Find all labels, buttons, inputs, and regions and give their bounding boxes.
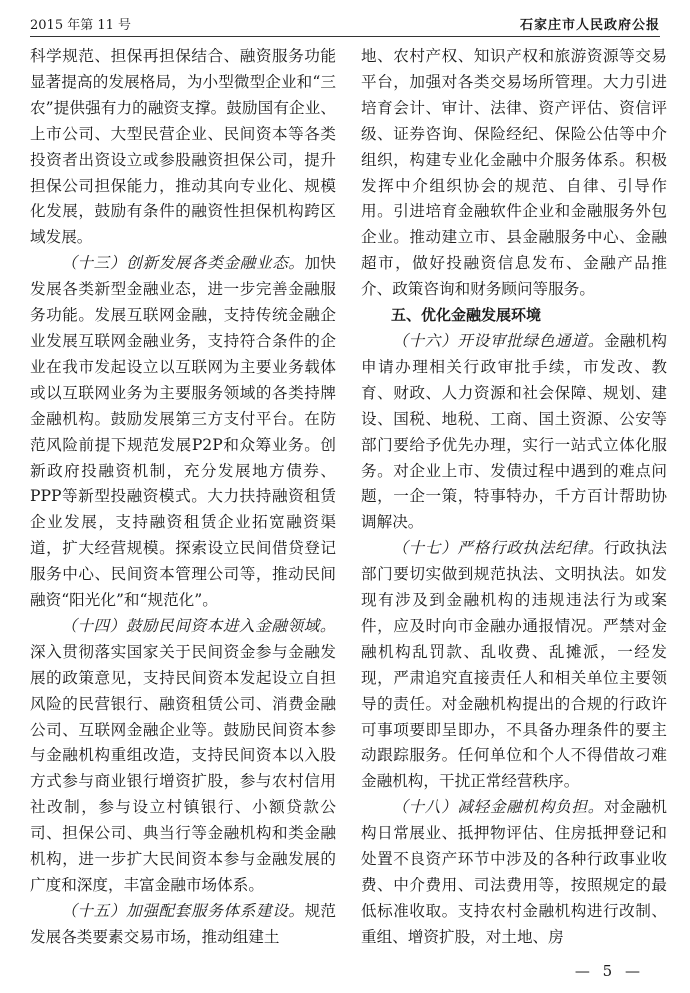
issue-label: 2015 年第 11 号 <box>30 18 132 33</box>
chapter-heading: 五、优化金融发展环境 <box>391 306 542 325</box>
section-15-body: 规范发展各类要素交易市场，推动组建土 <box>30 901 336 946</box>
section-13-body: 加快发展各类新型金融业态，进一步完善金融服务功能。发展互联网金融，支持传统金融企业发展互联网金融业务，支持符合条件的企业在我市发起设立以互联网为主要业务载体或以互联网业务为主要服务领域的各类持牌金融机构。鼓励发展第三方支付平台。在防范风险前提下规范发展P2P和众筹业务。创新政府投融资机制，充分发展地方债券、PPP等新型投融资模式。大力扶持融资租赁企业发展，支持融资租赁企业拓宽融资渠道，扩大经营规模。探索设立民间借贷登记服务中心、民间资本管理公司等，推动民间融资“阳光化”和“规范化”。 <box>30 254 336 610</box>
paragraph-continuation: 科学规范、担保再担保结合、融资服务功能显著提高的发展格局，为小型微型企业和“三农”提供强有力的融资支撑。鼓励国有企业、上市公司、大型民营企业、民间资本等各类投资者出资设立或参股融资担保公司，提升担保公司担保能力，推动其向专业化、规模化发展，鼓励有条件的融资性担保机构跨区域发展。 <box>30 47 336 247</box>
page-number: — 5 — <box>574 962 644 980</box>
right-column <box>361 44 667 951</box>
section-14 <box>30 614 336 899</box>
section-15 <box>30 899 336 951</box>
section-17 <box>361 536 667 795</box>
header-rule <box>30 36 660 37</box>
section-18 <box>361 795 667 950</box>
section-15-title: （十五）加强配套服务体系建设。 <box>61 901 305 920</box>
page-header <box>30 12 660 34</box>
section-16-body: 金融机构申请办理相关行政审批手续，市发改、教育、财政、人力资源和社会保障、规划、建设、国税、地税、工商、国土资源、公安等部门要给予优先办理，实行一站式立体化服务。对企业上市、发债过程中遇到的难点问题，一企一策，特事特办，千方百计帮助协调解决。 <box>361 331 667 532</box>
section-18-body: 对金融机构日常展业、抵押物评估、住房抵押登记和处置不良资产环节中涉及的各种行政事业收费、中介费用、司法费用等，按照规定的最低标准收取。支持农村金融机构进行改制、重组、增资扩股，对土地、房 <box>361 798 667 946</box>
section-13 <box>30 251 336 614</box>
section-17-body: 行政执法部门要切实做到规范执法、文明执法。如发现有涉及到金融机构的违规违法行为或案件，应及时向市金融办通报情况。严禁对金融机构乱罚款、乱收费、乱摊派，一经发现，严肃追究直接责任人和相关单位主要领导的责任。对金融机构提出的合规的行政许可事项要即呈即办，不具备办理条件的要主动跟踪服务。任何单位和个人不得借故刁难金融机构，干扰正常经营秩序。 <box>361 539 667 791</box>
publication-title: 石家庄市人民政府公报 <box>519 18 660 33</box>
section-14-body: 深入贯彻落实国家关于民间资金参与金融发展的政策意见，支持民间资本发起设立自担风险的民营银行、融资租赁公司、消费金融公司、互联网金融企业等。鼓励民间资本参与金融机构重组改造，支持民间资本以入股方式参与商业银行增资扩股，参与农村信用社改制，参与设立村镇银行、小额贷款公司、担保公司、典当行等金融机构和类金融机构，进一步扩大民间资本参与金融发展的广度和深度，丰富金融市场体系。 <box>30 642 336 894</box>
section-16 <box>361 329 667 536</box>
section-16-title: （十六）开设审批绿色通道。 <box>392 331 605 350</box>
section-17-title: （十七）严格行政执法纪律。 <box>392 539 605 558</box>
paragraph-continuation-right: 地、农村产权、知识产权和旅游资源等交易平台，加强对各类交易场所管理。大力引进培育会计、审计、法律、资产评估、资信评级、证券咨询、保险经纪、保险公估等中介组织，构建专业化金融中介服务体系。积极发挥中介组织协会的规范、自律、引导作用。引进培育金融软件企业和金融服务外包企业。推动建立市、县金融服务中心、金融超市，做好投融资信息发布、金融产品推介、政策咨询和财务顾问等服务。 <box>361 47 667 299</box>
section-13-title: （十三）创新发展各类金融业态。 <box>61 254 305 273</box>
left-column <box>30 44 336 951</box>
section-14-title: （十四）鼓励民间资本进入金融领域。 <box>61 616 336 635</box>
section-18-title: （十八）减轻金融机构负担。 <box>392 798 605 817</box>
